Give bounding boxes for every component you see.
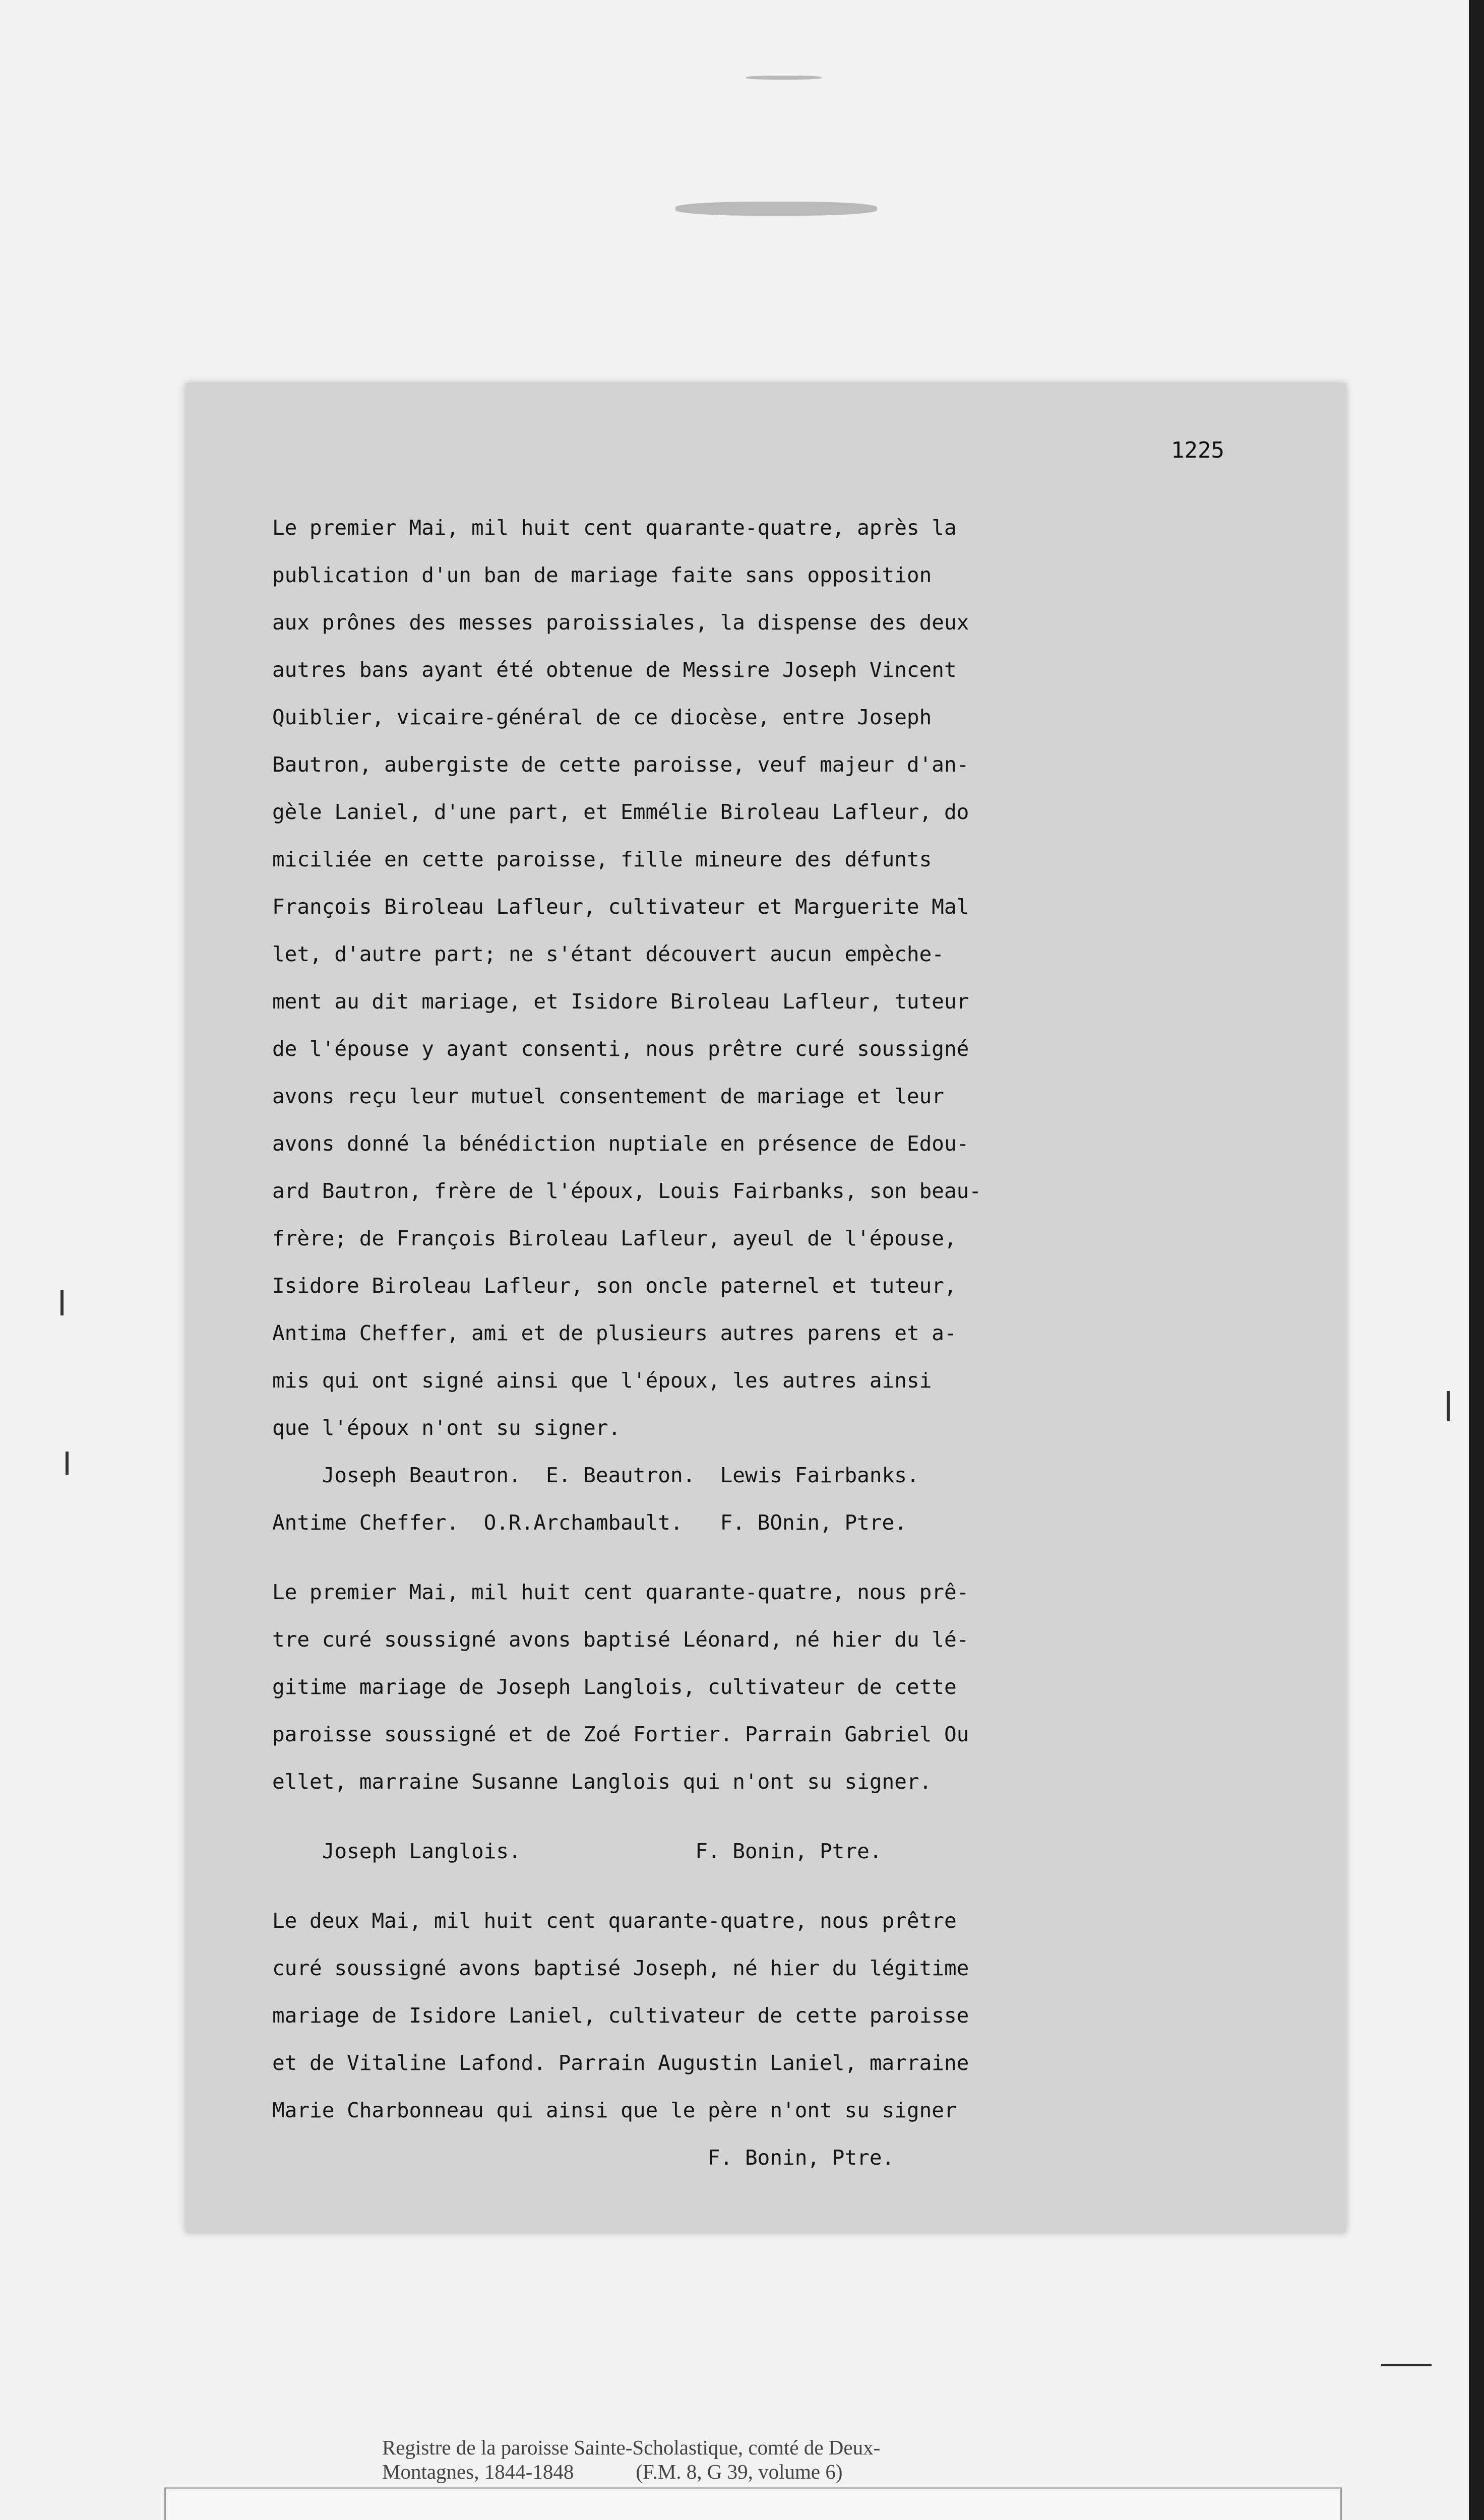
caption-line: Montagnes, 1844-1848 (F.M. 8, G 39, volume 6) — [382, 2460, 843, 2483]
entry-gap — [272, 1805, 1280, 1828]
dust-mark — [60, 1290, 64, 1315]
text-line: let, d'autre part; ne s'étant découvert aucun empèche- — [272, 942, 944, 966]
text-line: Le premier Mai, mil huit cent quarante-quatre, après la — [272, 516, 957, 540]
dust-mark — [66, 1452, 69, 1475]
archive-caption — [382, 2435, 880, 2484]
text-line: mis qui ont signé ainsi que l'époux, les autres ainsi — [272, 1368, 932, 1393]
text-line: frère; de François Biroleau Lafleur, ayeul de l'épouse, — [272, 1226, 957, 1250]
signature-line: Antime Cheffer. O.R.Archambault. F. BOnin, Ptre. — [272, 1510, 907, 1535]
text-line: autres bans ayant été obtenue de Messire Joseph Vincent — [272, 658, 957, 682]
film-edge-right — [1469, 0, 1484, 2520]
text-line: que l'époux n'ont su signer. — [272, 1416, 621, 1440]
register-text — [272, 504, 1280, 2181]
dust-mark — [1381, 2364, 1432, 2366]
text-line: mariage de Isidore Laniel, cultivateur de cette paroisse — [272, 2003, 969, 2028]
text-line: gèle Laniel, d'une part, et Emmélie Biroleau Lafleur, do — [272, 800, 969, 824]
text-line: et de Vitaline Lafond. Parrain Augustin Laniel, marraine — [272, 2051, 969, 2075]
text-line: Le premier Mai, mil huit cent quarante-quatre, nous prê- — [272, 1580, 969, 1604]
entry-gap — [272, 1875, 1280, 1897]
dust-mark — [1447, 1391, 1450, 1421]
text-line: avons reçu leur mutuel consentement de mariage et leur — [272, 1084, 944, 1108]
text-line: tre curé soussigné avons baptisé Léonard, né hier du lé- — [272, 1627, 969, 1652]
text-line: Quiblier, vicaire-général de ce diocèse, entre Joseph — [272, 705, 932, 729]
entry-gap — [272, 1546, 1280, 1568]
dust-smudge — [746, 76, 822, 80]
signature-line: Joseph Langlois. F. Bonin, Ptre. — [272, 1839, 882, 1863]
text-line: de l'épouse y ayant consenti, nous prêtre curé soussigné — [272, 1037, 969, 1061]
text-line: miciliée en cette paroisse, fille mineure des défunts — [272, 847, 932, 871]
text-line: avons donné la bénédiction nuptiale en présence de Edou- — [272, 1131, 969, 1156]
text-line: publication d'un ban de mariage faite sans opposition — [272, 563, 932, 587]
text-line: gitime mariage de Joseph Langlois, cultivateur de cette — [272, 1675, 957, 1699]
text-line: Antima Cheffer, ami et de plusieurs autres parens et a- — [272, 1321, 957, 1345]
text-line: ment au dit mariage, et Isidore Biroleau Lafleur, tuteur — [272, 989, 969, 1014]
signature-line: Joseph Beautron. E. Beautron. Lewis Fairbanks. — [272, 1463, 919, 1487]
text-line: Marie Charbonneau qui ainsi que le père n'ont su signer — [272, 2098, 957, 2122]
text-line: curé soussigné avons baptisé Joseph, né hier du légitime — [272, 1956, 969, 1980]
text-line: Isidore Biroleau Lafleur, son oncle paternel et tuteur, — [272, 1274, 957, 1298]
page-number: 1225 — [1171, 437, 1224, 463]
text-line: paroisse soussigné et de Zoé Fortier. Parrain Gabriel Ou — [272, 1722, 969, 1746]
caption-line: Registre de la paroisse Sainte-Scholastique, comté de Deux- — [382, 2436, 881, 2459]
text-line: Le deux Mai, mil huit cent quarante-quatre, nous prêtre — [272, 1909, 957, 1933]
archives-stamp-box — [164, 2487, 1342, 2520]
text-line: ellet, marraine Susanne Langlois qui n'ont su signer. — [272, 1770, 932, 1794]
text-line: ard Bautron, frère de l'époux, Louis Fairbanks, son beau- — [272, 1179, 981, 1203]
text-line: Bautron, aubergiste de cette paroisse, veuf majeur d'an- — [272, 752, 969, 777]
text-line: François Biroleau Lafleur, cultivateur et Marguerite Mal — [272, 895, 969, 919]
dust-smudge — [675, 202, 877, 216]
signature-line: F. Bonin, Ptre. — [272, 2146, 895, 2170]
text-line: aux prônes des messes paroissiales, la dispense des deux — [272, 610, 969, 635]
